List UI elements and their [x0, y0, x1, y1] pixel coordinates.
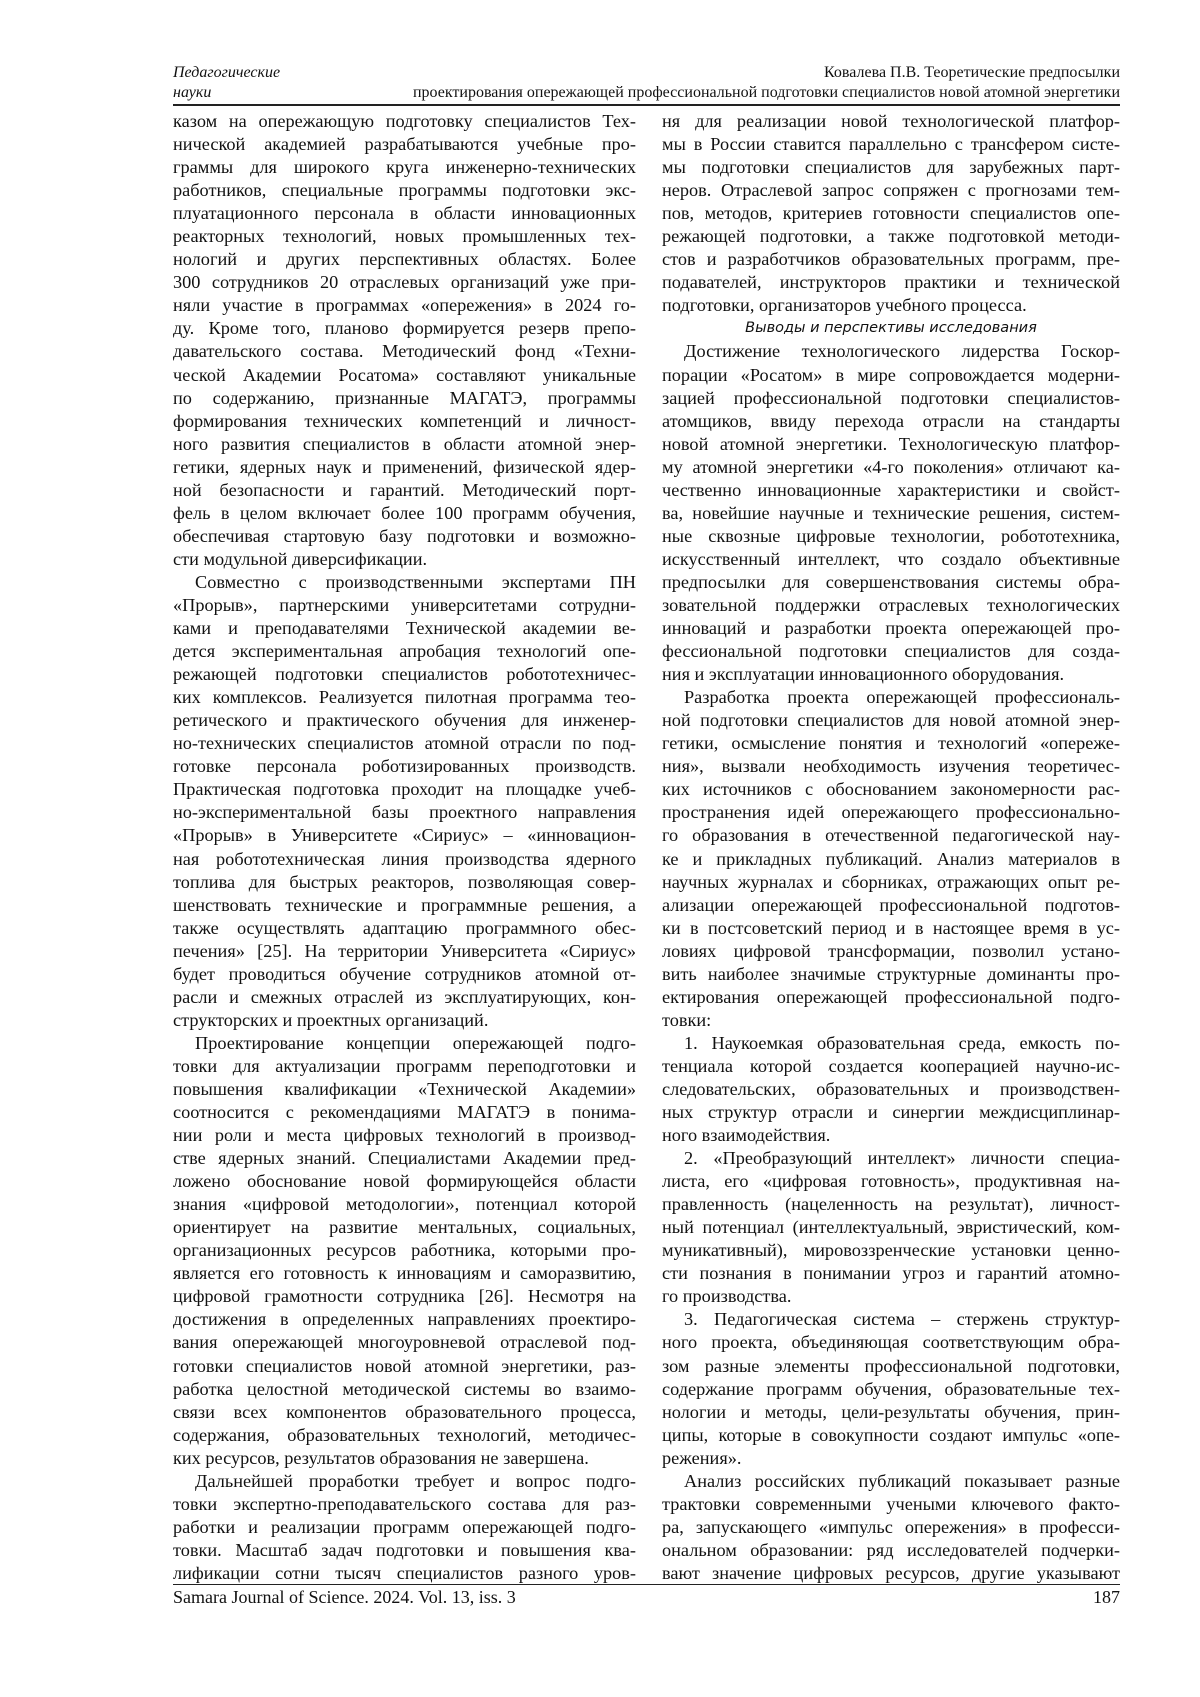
- text-line: вить наиболее значимые структурные доминанты про-: [662, 963, 1120, 986]
- text-line: ектирования опережающей профессиональной подго-: [662, 986, 1120, 1009]
- text-line: гетики, осмысление понятия и технологий «опереже-: [662, 732, 1120, 755]
- text-line: 3. Педагогическая система – стержень структур-: [662, 1308, 1120, 1331]
- text-line: нологии и методы, цели-результаты обучения, прин-: [662, 1401, 1120, 1424]
- text-line: зом разные элементы профессиональной подготовки,: [662, 1355, 1120, 1378]
- text-line: нологий и других перспективных областях. Более: [173, 248, 636, 271]
- text-line: вания опережающей многоуровневой отраслевой под-: [173, 1331, 636, 1354]
- text-line: печения» [25]. На территории Университета «Сириус»: [173, 940, 636, 963]
- text-line: содержание программ обучения, образовательные тех-: [662, 1378, 1120, 1401]
- text-line: готовки специалистов новой атомной энергетики, раз-: [173, 1355, 636, 1378]
- paragraph: [662, 1032, 1120, 1147]
- journal-citation: Samara Journal of Science. 2024. Vol. 13, iss. 3: [173, 1586, 516, 1608]
- text-line: предпосылки для совершенствования системы обра-: [662, 571, 1120, 594]
- text-line: ния», вызвали необходимость изучения теоретичес-: [662, 755, 1120, 778]
- text-line: ный потенциал (интеллектуальный, эвристический, ком-: [662, 1216, 1120, 1239]
- text-line: товки для актуализации программ переподготовки и: [173, 1055, 636, 1078]
- text-line: режения».: [662, 1447, 1120, 1470]
- section-heading: [662, 317, 1120, 340]
- paragraph: [662, 340, 1120, 686]
- text-line: соотносится с рекомендациями МАГАТЭ в понима-: [173, 1101, 636, 1124]
- text-line: по содержанию, признанные МАГАТЭ, программы: [173, 387, 636, 410]
- text-line: новой атомной энергетики. Технологическую платфор-: [662, 433, 1120, 456]
- text-line: товки экспертно-преподавательского состава для раз-: [173, 1493, 636, 1516]
- text-line: инноваций и разработки проекта опережающей про-: [662, 617, 1120, 640]
- paragraph: [173, 1032, 636, 1470]
- text-line: подавателей, инструкторов практики и технической: [662, 271, 1120, 294]
- text-line: структорских и проектных организаций.: [173, 1009, 636, 1032]
- text-line: ной подготовки специалистов для новой атомной энер-: [662, 709, 1120, 732]
- text-line: работников, специальные программы подготовки экс-: [173, 179, 636, 202]
- text-line: порации «Росатом» в мире сопровождается модерни-: [662, 364, 1120, 387]
- title-line-1: Ковалева П.В. Теоретические предпосылки: [320, 63, 1120, 83]
- text-line: Выводы и перспективы исследования: [662, 317, 1120, 340]
- text-line: режающей подготовки, а также подготовкой методи-: [662, 225, 1120, 248]
- text-line: ного развития специалистов в области атомной энер-: [173, 433, 636, 456]
- text-line: ками и преподавателями Технической академии ве-: [173, 617, 636, 640]
- paragraph: [173, 110, 636, 571]
- text-line: Достижение технологического лидерства Госкор-: [662, 340, 1120, 363]
- text-line: режающей подготовки специалистов робототехничес-: [173, 663, 636, 686]
- text-line: нической академией разрабатываются учебные про-: [173, 133, 636, 156]
- text-line: ализации опережающей профессиональной подготов-: [662, 894, 1120, 917]
- paragraph: [173, 571, 636, 1032]
- text-line: топлива для быстрых реакторов, позволяющая совер-: [173, 871, 636, 894]
- text-line: ная робототехническая линия производства ядерного: [173, 848, 636, 871]
- text-line: сти модульной диверсификации.: [173, 548, 636, 571]
- text-line: расли и смежных отраслей из эксплуатирующих, кон-: [173, 986, 636, 1009]
- page-number: 187: [1093, 1586, 1120, 1608]
- text-line: содержания, образовательных технологий, методичес-: [173, 1424, 636, 1447]
- text-line: стве ядерных знаний. Специалистами Академии пред-: [173, 1147, 636, 1170]
- running-header-title: [320, 63, 1120, 103]
- text-line: «Прорыв» в Университете «Сириус» – «инновацион-: [173, 824, 636, 847]
- text-line: лификации сотни тысяч специалистов разного уров-: [173, 1562, 636, 1585]
- text-line: пространения идей опережающего профессионально-: [662, 801, 1120, 824]
- text-line: является его готовность к инновациям и саморазвитию,: [173, 1262, 636, 1285]
- text-line: казом на опережающую подготовку специалистов Тех-: [173, 110, 636, 133]
- text-line: готовке персонала роботизированных производств.: [173, 755, 636, 778]
- text-line: обеспечивая стартовую базу подготовки и возможно-: [173, 525, 636, 548]
- text-line: но-экспериментальной базы проектного направления: [173, 801, 636, 824]
- right-column: [662, 110, 1120, 1585]
- text-line: стов и разработчиков образовательных программ, пре-: [662, 248, 1120, 271]
- text-line: трактовки современными учеными ключевого факто-: [662, 1493, 1120, 1516]
- text-line: 1. Наукоемкая образовательная среда, емкость по-: [662, 1032, 1120, 1055]
- title-line-2: проектирования опережающей профессиональной подготовки специалистов новой атомной энергетики: [320, 83, 1120, 103]
- paragraph: [662, 110, 1120, 317]
- text-line: Дальнейшей проработки требует и вопрос подго-: [173, 1470, 636, 1493]
- text-line: граммы для широкого круга инженерно-технических: [173, 156, 636, 179]
- text-line: цифровой грамотности сотрудника [26]. Несмотря на: [173, 1285, 636, 1308]
- text-line: подготовки, организаторов учебного процесса.: [662, 294, 1120, 317]
- text-line: правленность (нацеленность на результат), личност-: [662, 1193, 1120, 1216]
- paragraph: [662, 1147, 1120, 1308]
- text-line: мы подготовки специалистов для зарубежных парт-: [662, 156, 1120, 179]
- text-line: му атомной энергетики «4-го поколения» отличают ка-: [662, 456, 1120, 479]
- text-line: также осуществлять адаптацию программного обес-: [173, 917, 636, 940]
- section-line-2: науки: [173, 83, 280, 103]
- text-line: го образования в отечественной педагогической нау-: [662, 824, 1120, 847]
- text-line: чественно инновационные характеристики и свойст-: [662, 479, 1120, 502]
- text-line: ких источников с обоснованием закономерности рас-: [662, 778, 1120, 801]
- text-line: работка целостной методической системы во взаимо-: [173, 1378, 636, 1401]
- text-line: муникативный), мировоззренческие установки ценно-: [662, 1239, 1120, 1262]
- text-line: ня для реализации новой технологической платфор-: [662, 110, 1120, 133]
- text-line: ва, новейшие научные и технические решения, систем-: [662, 502, 1120, 525]
- text-line: фель в целом включает более 100 программ обучения,: [173, 502, 636, 525]
- text-line: зовательной поддержки отраслевых технологических: [662, 594, 1120, 617]
- text-line: Практическая подготовка проходит на площадке учеб-: [173, 778, 636, 801]
- text-line: ных структур отрасли и синергии междисциплинар-: [662, 1101, 1120, 1124]
- text-line: го производства.: [662, 1285, 1120, 1308]
- text-line: ких комплексов. Реализуется пилотная программа тео-: [173, 686, 636, 709]
- text-line: 2. «Преобразующий интеллект» личности специа-: [662, 1147, 1120, 1170]
- text-line: достижения в определенных направлениях проектиро-: [173, 1308, 636, 1331]
- text-line: ра, запускающего «импульс опережения» в професси-: [662, 1516, 1120, 1539]
- text-line: няли участие в программах «опережения» в 2024 го-: [173, 294, 636, 317]
- paragraph: [662, 1308, 1120, 1469]
- text-line: ложено обоснование новой формирующейся области: [173, 1170, 636, 1193]
- text-line: ного взаимодействия.: [662, 1124, 1120, 1147]
- text-line: ориентирует на развитие ментальных, социальных,: [173, 1216, 636, 1239]
- text-line: ональном образовании: ряд исследователей подчерки-: [662, 1539, 1120, 1562]
- text-line: тенциала которой создается кооперацией научно-ис-: [662, 1055, 1120, 1078]
- text-line: реакторных технологий, новых промышленных тех-: [173, 225, 636, 248]
- text-line: фессиональной подготовки специалистов для созда-: [662, 640, 1120, 663]
- text-line: ной безопасности и гарантий. Методический порт-: [173, 479, 636, 502]
- text-line: организационных ресурсов работника, которыми про-: [173, 1239, 636, 1262]
- text-line: ципы, которые в совокупности создают импульс «опе-: [662, 1424, 1120, 1447]
- left-column: [173, 110, 636, 1585]
- text-line: связи всех компонентов образовательного процесса,: [173, 1401, 636, 1424]
- paragraph: [662, 1470, 1120, 1585]
- text-line: товки:: [662, 1009, 1120, 1032]
- text-line: неров. Отраслевой запрос сопряжен с прогнозами тем-: [662, 179, 1120, 202]
- footer-rule: [173, 1584, 1120, 1585]
- text-line: научных журналах и сборниках, отражающих опыт ре-: [662, 871, 1120, 894]
- text-line: плуатационного персонала в области инновационных: [173, 202, 636, 225]
- text-line: сти познания в понимании угроз и гарантий атомно-: [662, 1262, 1120, 1285]
- running-header-section: [173, 63, 280, 103]
- text-line: листа, его «цифровая готовность», продуктивная на-: [662, 1170, 1120, 1193]
- paragraph: [662, 686, 1120, 1032]
- text-line: ду. Кроме того, планово формируется резерв препо-: [173, 317, 636, 340]
- text-line: вают значение цифровых ресурсов, другие указывают: [662, 1562, 1120, 1585]
- text-line: работки и реализации программ опережающей подго-: [173, 1516, 636, 1539]
- text-line: шенствовать технические и программные решения, а: [173, 894, 636, 917]
- text-line: Проектирование концепции опережающей подго-: [173, 1032, 636, 1055]
- paragraph: [173, 1470, 636, 1585]
- text-line: мы в России ставится параллельно с трансфером систе-: [662, 133, 1120, 156]
- section-line-1: Педагогические: [173, 63, 280, 83]
- text-line: ки в постсоветский период и в настоящее время в ус-: [662, 917, 1120, 940]
- text-line: Разработка проекта опережающей профессиональ-: [662, 686, 1120, 709]
- text-line: знания «цифровой методологии», потенциал которой: [173, 1193, 636, 1216]
- text-line: ких ресурсов, результатов образования не завершена.: [173, 1447, 636, 1470]
- text-line: ного проекта, объединяющая соответствующим обра-: [662, 1331, 1120, 1354]
- text-line: будет проводиться обучение сотрудников атомной от-: [173, 963, 636, 986]
- text-line: зацией профессиональной подготовки специалистов-: [662, 387, 1120, 410]
- text-line: нии роли и места цифровых технологий в производ-: [173, 1124, 636, 1147]
- text-line: ретического и практического обучения для инженер-: [173, 709, 636, 732]
- text-line: но-технических специалистов атомной отрасли по под-: [173, 732, 636, 755]
- text-line: давательского состава. Методический фонд «Техни-: [173, 340, 636, 363]
- text-line: ловиях цифровой трансформации, позволил устано-: [662, 940, 1120, 963]
- text-line: товки. Масштаб задач подготовки и повышения ква-: [173, 1539, 636, 1562]
- text-line: повышения квалификации «Технической Академии»: [173, 1078, 636, 1101]
- text-line: «Прорыв», партнерскими университетами сотрудни-: [173, 594, 636, 617]
- text-line: ке и прикладных публикаций. Анализ материалов в: [662, 848, 1120, 871]
- text-line: Анализ российских публикаций показывает разные: [662, 1470, 1120, 1493]
- text-line: ния и эксплуатации инновационного оборудования.: [662, 663, 1120, 686]
- text-line: дется экспериментальная апробация технологий опе-: [173, 640, 636, 663]
- text-line: пов, методов, критериев готовности специалистов опе-: [662, 202, 1120, 225]
- text-line: следовательских, образовательных и производствен-: [662, 1078, 1120, 1101]
- text-line: атомщиков, ввиду перехода отрасли на стандарты: [662, 410, 1120, 433]
- text-line: искусственный интеллект, что создало объективные: [662, 548, 1120, 571]
- text-line: Совместно с производственными экспертами ПН: [173, 571, 636, 594]
- header-rule: [173, 104, 1120, 106]
- text-line: ные сквозные цифровые технологии, робототехника,: [662, 525, 1120, 548]
- text-line: формирования технических компетенций и личност-: [173, 410, 636, 433]
- text-line: 300 сотрудников 20 отраслевых организаций уже при-: [173, 271, 636, 294]
- text-line: гетики, ядерных наук и применений, физической ядер-: [173, 456, 636, 479]
- text-line: ческой Академии Росатома» составляют уникальные: [173, 364, 636, 387]
